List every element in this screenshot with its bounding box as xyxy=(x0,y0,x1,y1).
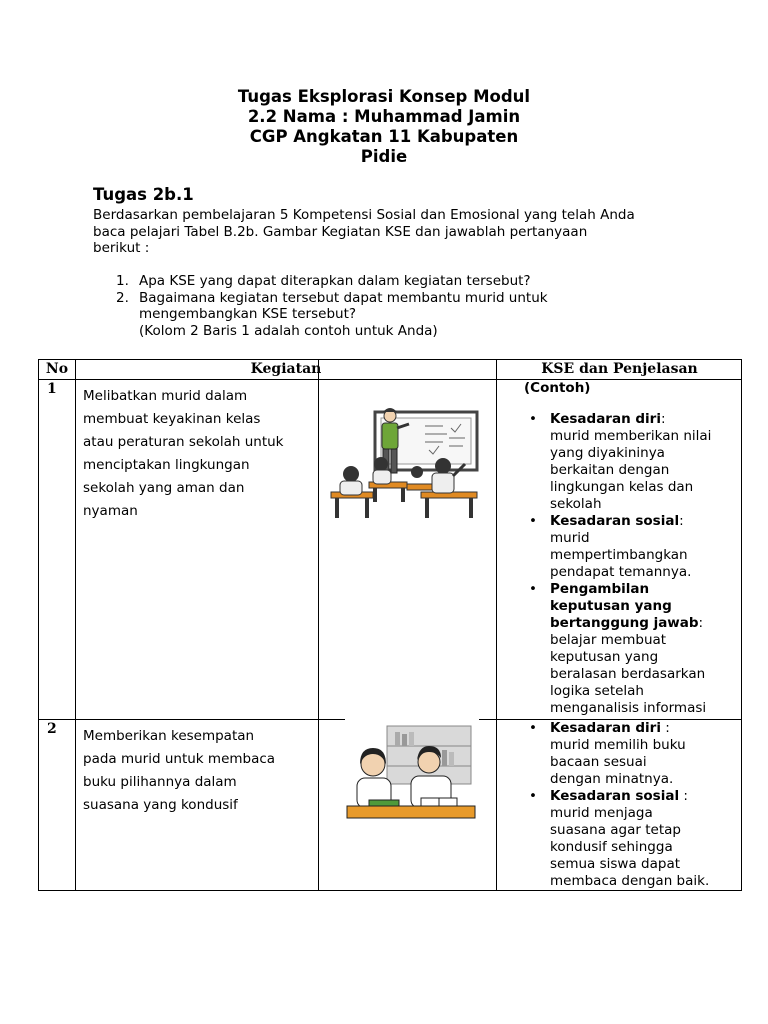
kse-label: Pengambilan xyxy=(550,581,650,597)
bullet: • xyxy=(529,411,537,427)
kse-desc-line: beralasan berdasarkan xyxy=(550,666,706,682)
kse-label-suffix: : xyxy=(679,788,688,804)
kse-label: Kesadaran diri xyxy=(550,720,661,736)
question-line: Apa KSE yang dapat diterapkan dalam kegiatan tersebut? xyxy=(139,273,531,289)
kse-label-suffix: : xyxy=(679,513,684,529)
bullet: • xyxy=(529,788,537,804)
kse-desc-line: keputusan yang xyxy=(550,649,659,665)
kse-desc-line: membaca dengan baik. xyxy=(550,873,710,889)
kse-desc-line: logika setelah xyxy=(550,683,644,699)
kse-desc-line: dengan minatnya. xyxy=(550,771,674,787)
question-item xyxy=(116,273,736,290)
kse-desc-line: pendapat temannya. xyxy=(550,564,692,580)
kse-label-suffix: : xyxy=(698,615,704,631)
question-line: mengembangkan KSE tersebut? xyxy=(139,306,357,322)
kse-desc-line: menganalisis informasi xyxy=(550,700,707,716)
kse-desc-line: lingkungan kelas dan xyxy=(550,479,694,495)
kegiatan-text xyxy=(83,385,319,523)
section-heading: Tugas 2b.1 xyxy=(93,185,194,204)
bullet: • xyxy=(529,513,537,529)
kegiatan-line: suasana yang kondusif xyxy=(83,797,238,813)
kse-label-suffix: : xyxy=(660,720,670,736)
kse-desc-line: semua siswa dapat xyxy=(550,856,681,872)
kegiatan-text xyxy=(83,725,319,817)
title-line: Tugas Eksplorasi Konsep Modul xyxy=(237,87,531,106)
kse-label: bertanggung jawab xyxy=(550,615,699,631)
column-divider xyxy=(496,360,497,890)
kse-desc-line: belajar membuat xyxy=(550,632,667,648)
question-note: (Kolom 2 Baris 1 adalah contoh untuk Anda) xyxy=(139,322,438,339)
kegiatan-line: pada murid untuk membaca xyxy=(83,751,276,767)
question-number: 1. xyxy=(116,273,129,289)
question-list xyxy=(116,273,736,339)
kse-item xyxy=(523,788,738,890)
kse-desc-line: bacaan sesuai xyxy=(550,754,647,770)
students-reading-illustration xyxy=(345,722,479,840)
kse-desc-line: murid memberikan nilai xyxy=(550,428,712,444)
kse-desc-line: murid menjaga xyxy=(550,805,653,821)
bullet: • xyxy=(529,720,537,736)
intro-paragraph xyxy=(93,207,733,257)
kegiatan-line: Memberikan kesempatan xyxy=(83,728,255,744)
header-kegiatan: Kegiatan xyxy=(250,361,322,377)
kegiatan-line: nyaman xyxy=(83,503,138,519)
kse-desc-line: sekolah xyxy=(550,496,602,512)
kse-cell xyxy=(523,720,738,890)
kse-item xyxy=(523,581,738,717)
intro-line: baca pelajari Tabel B.2b. Gambar Kegiatan KSE dan jawablah pertanyaan xyxy=(93,223,588,240)
kse-label: keputusan yang xyxy=(550,598,672,614)
kegiatan-line: membuat keyakinan kelas xyxy=(83,411,261,427)
title-line: CGP Angkatan 11 Kabupaten xyxy=(249,127,519,146)
kse-label: Kesadaran diri xyxy=(550,411,661,427)
kse-desc-line: murid memilih buku xyxy=(550,737,686,753)
question-line: Bagaimana kegiatan tersebut dapat membantu murid untuk xyxy=(139,289,548,306)
kse-table xyxy=(38,359,742,891)
kse-desc-line: yang diyakininya xyxy=(550,445,665,461)
title-line: 2.2 Nama : Muhammad Jamin xyxy=(247,107,521,126)
kse-cell xyxy=(523,380,738,717)
kse-desc-line: kondusif sehingga xyxy=(550,839,673,855)
kse-label: Kesadaran sosial xyxy=(550,788,680,804)
question-number: 2. xyxy=(116,289,129,306)
kegiatan-line: Melibatkan murid dalam xyxy=(83,388,248,404)
column-divider xyxy=(75,360,76,890)
title-line: Pidie xyxy=(360,147,408,166)
kegiatan-line: menciptakan lingkungan xyxy=(83,457,250,473)
document-title xyxy=(184,87,584,167)
header-kse: KSE dan Penjelasan xyxy=(541,361,698,377)
kse-desc-line: murid xyxy=(550,530,590,546)
kse-desc-line: mempertimbangkan xyxy=(550,547,688,563)
kse-item xyxy=(523,513,738,581)
intro-line: berikut : xyxy=(93,240,150,256)
kse-desc-line: suasana agar tetap xyxy=(550,822,681,838)
kegiatan-line: sekolah yang aman dan xyxy=(83,480,245,496)
bullet: • xyxy=(529,581,537,597)
kse-item xyxy=(523,720,738,788)
classroom-discussion-illustration xyxy=(325,394,489,522)
kse-label: Kesadaran sosial xyxy=(550,513,680,529)
contoh-label: (Contoh) xyxy=(524,380,591,396)
kse-desc-line: berkaitan dengan xyxy=(550,462,670,478)
question-item xyxy=(116,290,736,323)
row-number: 1 xyxy=(47,381,57,397)
header-no: No xyxy=(45,361,69,377)
kegiatan-line: atau peraturan sekolah untuk xyxy=(83,434,284,450)
intro-line: Berdasarkan pembelajaran 5 Kompetensi Sosial dan Emosional yang telah Anda xyxy=(93,207,635,223)
kegiatan-line: buku pilihannya dalam xyxy=(83,774,237,790)
row-number: 2 xyxy=(47,721,57,737)
kse-label-suffix: : xyxy=(660,411,666,427)
kse-item xyxy=(523,411,738,513)
